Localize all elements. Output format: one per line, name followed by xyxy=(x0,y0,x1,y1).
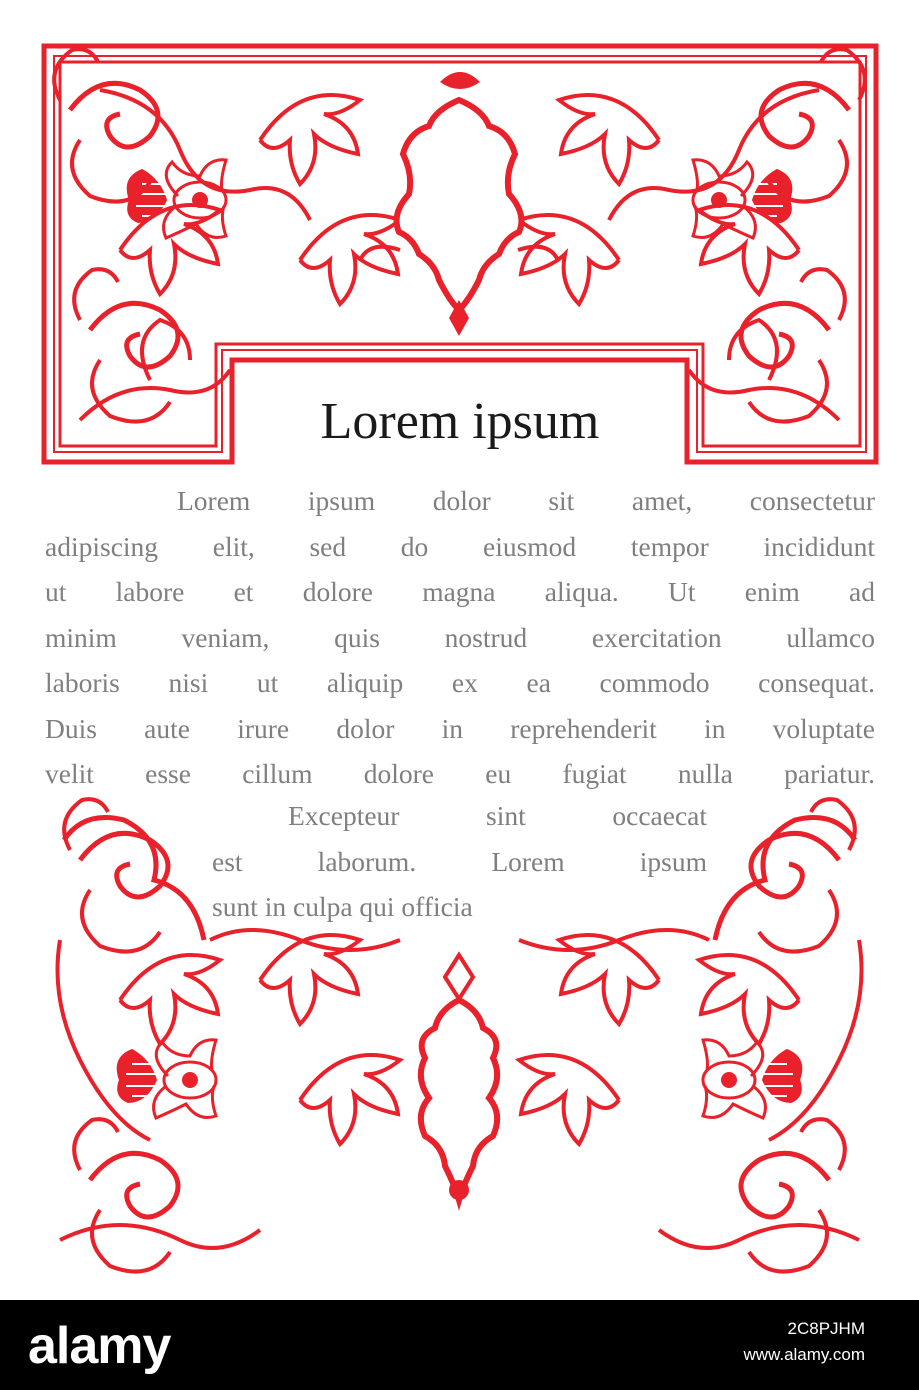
alamy-logo: alamy xyxy=(28,1317,171,1375)
tail-line: Excepteur sint occaecat xyxy=(288,800,707,831)
paragraph-line: velit esse cillum dolore eu fugiat nulla pariatur. xyxy=(45,758,875,789)
body-paragraph xyxy=(45,478,875,797)
image-id: 2C8PJHM xyxy=(787,1319,865,1338)
paragraph-line: adipiscing elit, sed do eiusmod tempor incididunt xyxy=(45,530,875,562)
paragraph-line: ut labore et dolore magna aliqua. Ut enim ad xyxy=(45,576,875,607)
paragraph-line: Lorem ipsum dolor sit amet, consectetur xyxy=(177,485,875,516)
tail-paragraph xyxy=(212,793,707,930)
tail-line: sunt in culpa qui officia xyxy=(212,891,473,922)
paragraph-line: Duis aute irure dolor in reprehenderit in voluptate xyxy=(45,712,875,744)
site-url: www.alamy.com xyxy=(743,1345,865,1364)
tail-line: est laborum. Lorem ipsum xyxy=(212,845,707,877)
paragraph-line: laboris nisi ut aliquip ex ea commodo consequat. xyxy=(45,667,875,698)
page-title: Lorem ipsum xyxy=(320,393,600,450)
paragraph-line: minim veniam, quis nostrud exercitation ullamco xyxy=(45,621,875,653)
